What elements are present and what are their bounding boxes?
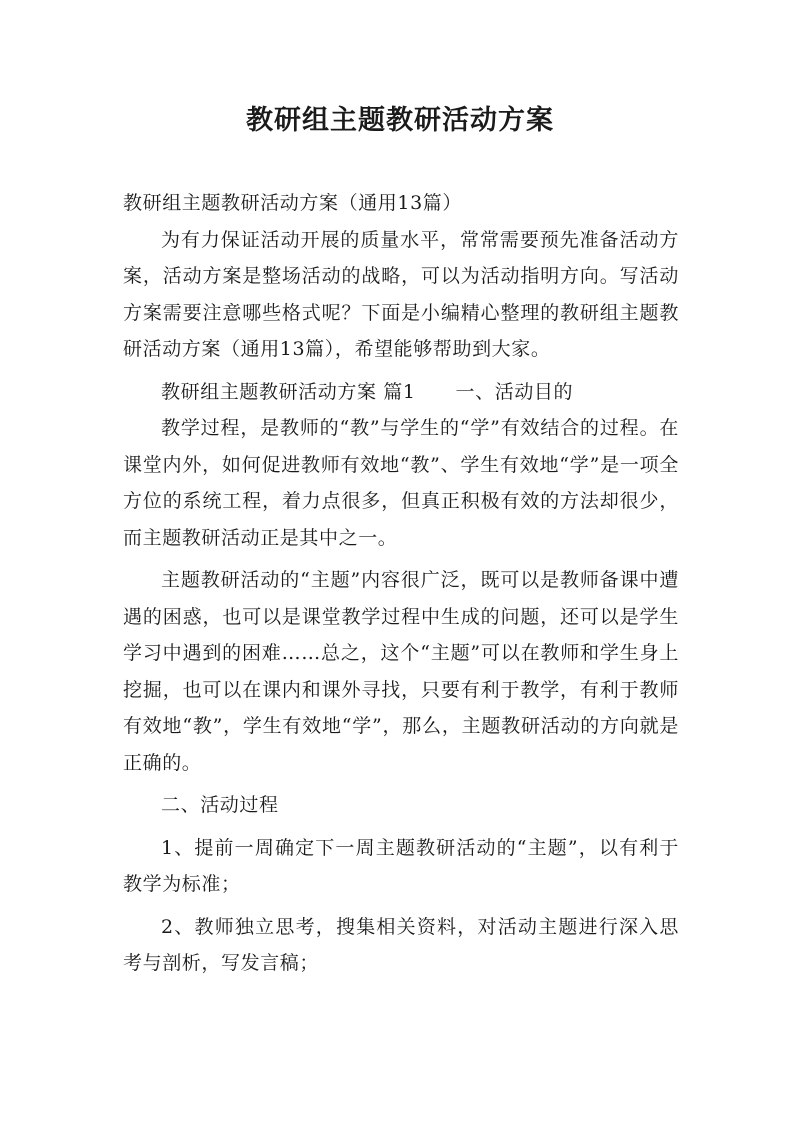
document-subtitle: 教研组主题教研活动方案（通用13篇） [123, 192, 462, 214]
section-label: 教研组主题教研活动方案 篇1 [161, 380, 416, 403]
section-heading: 一、活动目的 [455, 380, 574, 403]
paragraph-1: 教学过程，是教师的“教”与学生的“学”有效结合的过程。在课堂内外，如何促进教师有效地“教”、学生有效地“学”是一项全方位的系统工程，着力点很多，但真正积极有效的方法却很少，而主题教研活动正是其中之一。 [123, 417, 679, 549]
list-item-2: 2、教师独立思考，搜集相关资料，对活动主题进行深入思考与剖析，写发言稿； [123, 915, 679, 974]
heading-2: 二、活动过程 [161, 794, 279, 816]
list-item-1: 1、提前一周确定下一周主题教研活动的“主题”，以有利于教学为标准； [123, 836, 679, 895]
document-body [123, 185, 679, 982]
section-heading-line [123, 374, 679, 411]
intro-paragraph: 为有力保证活动开展的质量水平，常常需要预先准备活动方案，活动方案是整场活动的战略，可以为活动指明方向。写活动方案需要注意哪些格式呢？下面是小编精心整理的教研组主题教研活动方案（通用13篇），希望能够帮助到大家。 [123, 228, 679, 360]
paragraph-2: 主题教研活动的“主题”内容很广泛，既可以是教师备课中遭遇的困惑，也可以是课堂教学过程中生成的问题，还可以是学生学习中遇到的困难……总之，这个“主题”可以在教师和学生身上挖掘，也可以在课内和课外寻找，只要有利于教学，有利于教师有效地“教”，学生有效地“学”，那么，主题教研活动的方向就是正确的。 [123, 569, 679, 774]
document-title: 教研组主题教研活动方案 [246, 105, 554, 136]
